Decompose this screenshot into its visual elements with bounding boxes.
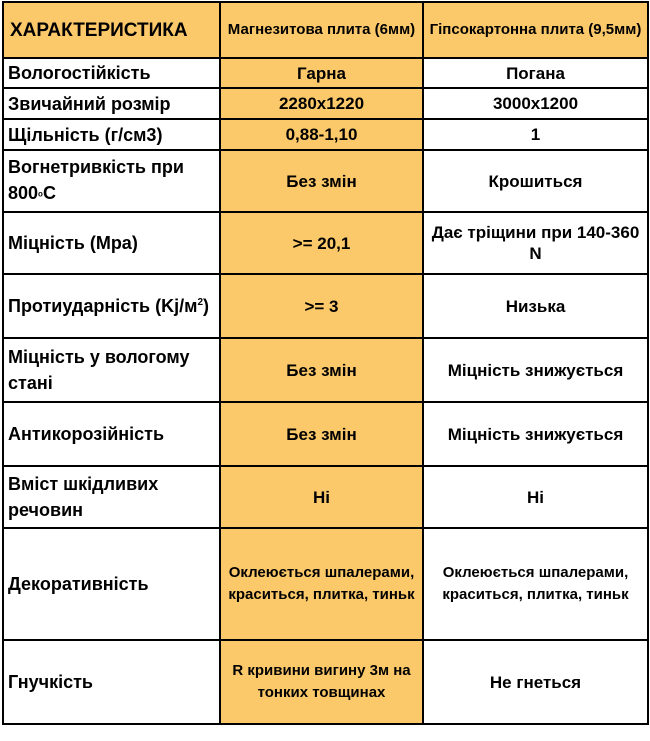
row-label: Вміст шкідливих речовин xyxy=(3,466,220,528)
magnesite-value: >= 3 xyxy=(220,274,423,338)
table-row xyxy=(3,88,648,119)
magnesite-value: >= 20,1 xyxy=(220,212,423,274)
header-row xyxy=(3,2,648,58)
gypsum-value: Крошиться xyxy=(423,150,648,212)
row-label: Гнучкість xyxy=(3,640,220,724)
row-label: Декоративність xyxy=(3,528,220,640)
magnesite-value: Гарна xyxy=(220,58,423,88)
row-label-text: Вогнетривкість при 800 xyxy=(8,157,184,204)
row-label xyxy=(3,150,220,212)
table-row xyxy=(3,640,648,724)
gypsum-value: Погана xyxy=(423,58,648,88)
magnesite-value: Без змін xyxy=(220,338,423,402)
gypsum-value: Низька xyxy=(423,274,648,338)
table-row xyxy=(3,338,648,402)
magnesite-value: Оклеюється шпалерами, краситься, плитка, тиньк xyxy=(220,528,423,640)
gypsum-value: 3000x1200 xyxy=(423,88,648,119)
table-row xyxy=(3,119,648,150)
magnesite-value: Без змін xyxy=(220,402,423,466)
table-row xyxy=(3,528,648,640)
row-label: Міцність у вологому стані xyxy=(3,338,220,402)
row-label-text: Протиударність (Kj/м xyxy=(8,296,198,316)
comparison-table xyxy=(2,1,649,725)
gypsum-value: Не гнеться xyxy=(423,640,648,724)
gypsum-value: Ні xyxy=(423,466,648,528)
degree-mark: о xyxy=(38,189,43,199)
header-magnesite: Магнезитова плита (6мм) xyxy=(220,2,423,58)
table-row xyxy=(3,58,648,88)
gypsum-value: Дає тріщини при 140-360 N xyxy=(423,212,648,274)
magnesite-value: R кривини вигину 3м на тонких товщинах xyxy=(220,640,423,724)
row-label-unit: С xyxy=(42,183,56,204)
gypsum-value: Міцність знижується xyxy=(423,338,648,402)
gypsum-value: Оклеюється шпалерами, краситься, плитка, тиньк xyxy=(423,528,648,640)
row-label: Щільність (г/см3) xyxy=(3,119,220,150)
header-gypsum: Гіпсокартонна плита (9,5мм) xyxy=(423,2,648,58)
table-row xyxy=(3,466,648,528)
header-characteristic: ХАРАКТЕРИСТИКА xyxy=(3,2,220,58)
table-row xyxy=(3,212,648,274)
magnesite-value: Ні xyxy=(220,466,423,528)
table-row xyxy=(3,274,648,338)
row-label: Вологостійкість xyxy=(3,58,220,88)
superscript: 2 xyxy=(197,297,203,308)
row-label-end: ) xyxy=(203,296,209,316)
magnesite-value: Без змін xyxy=(220,150,423,212)
row-label xyxy=(3,274,220,338)
gypsum-value: Міцність знижується xyxy=(423,402,648,466)
row-label: Звичайний розмір xyxy=(3,88,220,119)
row-label: Міцність (Mpa) xyxy=(3,212,220,274)
magnesite-value: 2280x1220 xyxy=(220,88,423,119)
gypsum-value: 1 xyxy=(423,119,648,150)
magnesite-value: 0,88-1,10 xyxy=(220,119,423,150)
table-row xyxy=(3,150,648,212)
table-row xyxy=(3,402,648,466)
row-label: Антикорозійність xyxy=(3,402,220,466)
